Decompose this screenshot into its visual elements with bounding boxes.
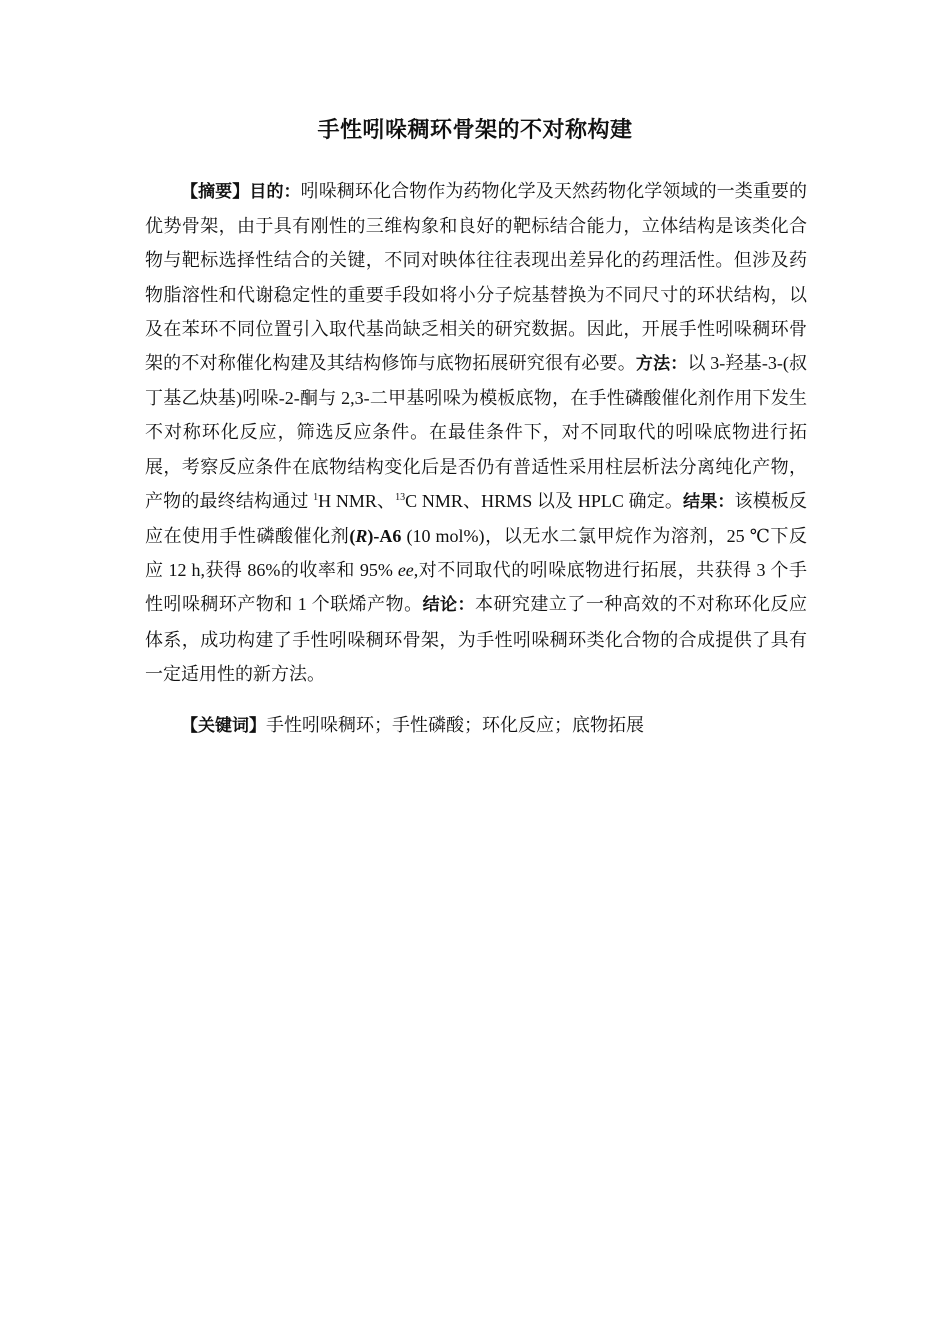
keywords-text: 手性吲哚稠环；手性磷酸；环化反应；底物拓展 [266, 715, 644, 735]
methods-text: 以 3-羟基-3-(叔丁基乙炔基)吲哚-2-酮与 2,3-二甲基吲哚为模板底物，在手性磷酸催化剂作用下发生不对称环化反应，筛选反应条件。在最佳条件下，对不同取代的吲哚底物进行拓展，考察反应条件在底物结构变化后是否仍有普适性采用柱层析法分离纯化产物，产物的最终结构通过 [145, 353, 807, 511]
superscript-1: 1 [313, 491, 319, 503]
objective-label: 目的： [249, 182, 301, 202]
results-label: 结果： [683, 491, 735, 512]
keywords-label: 【关键词】 [181, 716, 266, 736]
results-text-end: ,对不同取代的吲哚底物进行拓展，共获得 3 个手性吲哚稠环产物和 1 个联烯产物。 [145, 560, 807, 615]
catalyst-open-paren: ( [349, 526, 356, 547]
abstract-paragraph [145, 174, 807, 691]
objective-text: 吲哚稠环化合物作为药物化学及天然药物化学领域的一类重要的优势骨架，由于具有刚性的三维构象和良好的靶标结合能力，立体结构是该类化合物与靶标选择性结合的关键，不同对映体往往表现出差异化的药理活性。但涉及药物脂溶性和代谢稳定性的重要手段如将小分子烷基替换为不同尺寸的环状结构，以及在苯环不同位置引入取代基尚缺乏相关的研究数据。因此，开展手性吲哚稠环骨架的不对称催化构建及其结构修饰与底物拓展研究很有必要。 [145, 181, 808, 374]
catalyst-r: R [355, 526, 368, 547]
conclusion-text: 本研究建立了一种高效的不对称环化反应体系，成功构建了手性吲哚稠环骨架，为手性吲哚稠环类化合物的合成提供了具有一定适用性的新方法。 [145, 594, 808, 684]
results-text-conditions: (10 mol%)，以无水二氯甲烷作为溶剂，25 ℃下反应 12 h,获得 86%的收率和 95% [145, 526, 808, 581]
page-title: 手性吲哚稠环骨架的不对称构建 [317, 118, 633, 143]
catalyst-close: )-A6 [367, 526, 402, 547]
catalyst-name [349, 526, 401, 546]
methods-text-nmr: H NMR、 [318, 490, 396, 511]
ee-term: ee [397, 560, 414, 581]
abstract-label: 【摘要】 [181, 182, 250, 202]
keywords-paragraph [145, 708, 807, 743]
methods-label: 方法： [635, 354, 688, 375]
superscript-13: 13 [395, 491, 406, 503]
results-text: 该模板反应在使用手性磷酸催化剂 [145, 490, 808, 547]
methods-text-end: C NMR、HRMS 以及 HPLC 确定。 [405, 490, 684, 511]
conclusion-label: 结论： [422, 595, 475, 616]
